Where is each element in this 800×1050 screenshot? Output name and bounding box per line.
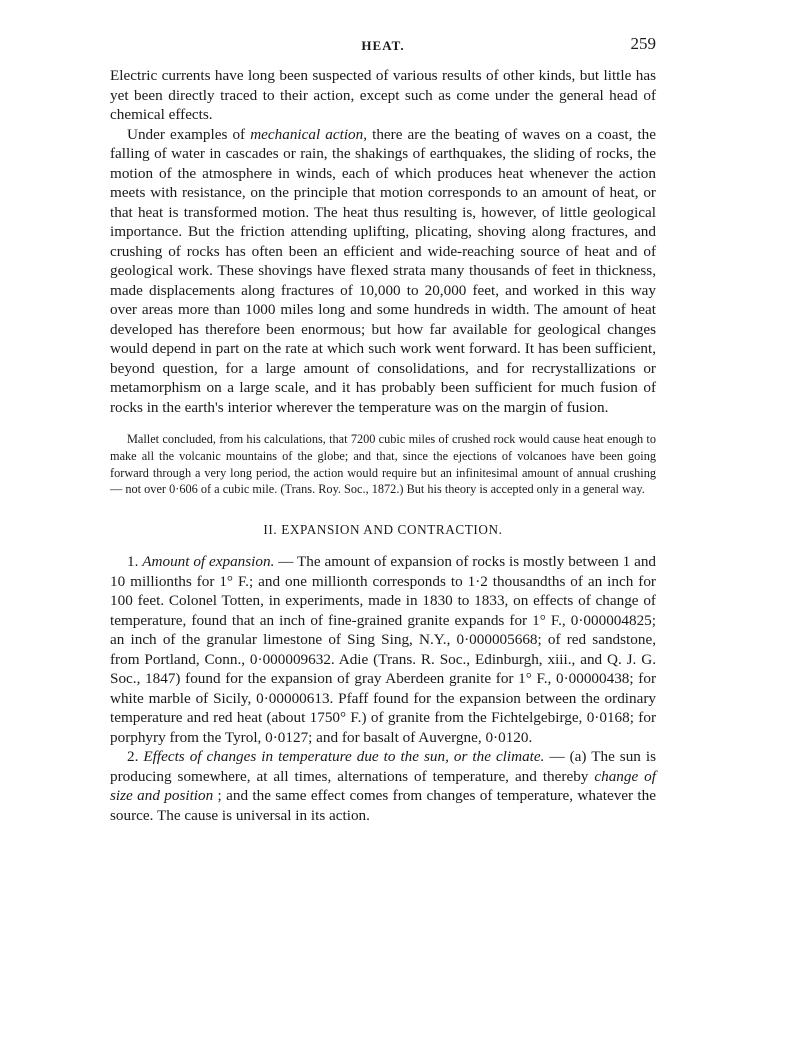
paragraph-mechanical-action [110, 125, 656, 418]
item-effects-of-temperature [110, 747, 656, 825]
small-print-note [110, 431, 656, 498]
paragraph-text: Under examples of [127, 125, 251, 143]
note-text: Mallet concluded, from his calculations, that 7200 cubic miles of crushed rock would cause heat enough to make all the volcanic mountains of the globe; and that, since the ejections of volcanoes have been going forward through a very long period, the action would require but an infinitesimal amount of annual crushing — not over 0·606 of a cubic mile. (Trans. Roy. Soc., 1872.) But his theory is accepted only in a general way. [110, 432, 656, 497]
running-head [110, 34, 656, 58]
item-amount-of-expansion [110, 552, 656, 747]
italic-term: mechanical action [250, 125, 364, 143]
paragraph-electric-currents [110, 66, 656, 125]
item-title: Effects of changes in temperature due to the sun, or the climate. [143, 748, 545, 766]
item-title: Amount of expansion. [142, 553, 275, 571]
book-page [110, 34, 656, 825]
item-text: ; and the same effect comes from changes of temperature, whatever the source. The cause is universal in its action. [110, 787, 656, 824]
item-number: 1. [127, 553, 143, 571]
item-text: — The amount of expansion of rocks is mostly between 1 and 10 millionths for 1° F.; and one millionth corresponds to 1·2 thousandths of an inch for 100 feet. Colonel Totten, in experiments, made in 1830 to 1833, on effects of change of temperature, found that an inch of fine-grained granite expands for 1° F., 0·000004825; an inch of the granular limestone of Sing Sing, N.Y., 0·000005668; of red sandstone, from Portland, Conn., 0·000009632. Adie (Trans. R. Soc., Edinburgh, xiii., and Q. J. G. Soc., 1847) found for the expansion of gray Aberdeen granite for 1° F., 0·00000438; for white marble of Sicily, 0·00000613. Pfaff found for the expansion between the ordinary temperature and red heat (about 1750° F.) of granite from the Fichtelgebirge, 0·0168; for porphyry from the Tyrol, 0·0127; and for basalt of Auvergne, 0·0120. [110, 553, 657, 746]
page-number: 259 [630, 34, 656, 53]
item-text: — (a) The sun is producing somewhere, at all times, alternations of temperature, and thereby [110, 748, 657, 785]
paragraph-text: Electric currents have long been suspected of various results of other kinds, but little has yet been directly traced to their action, except such as come under the general head of chemical effects. [110, 67, 656, 123]
paragraph-text: , there are the beating of waves on a coast, the falling of water in cascades or rain, the shakings of earthquakes, the sliding of rocks, the motion of the atmosphere in winds, each of which produces heat whenever the action meets with resistance, on the principle that motion corresponds to an amount of heat, or that heat is transformed motion. The heat thus resulting is, however, of little geological importance. But the friction attending uplifting, plicating, shoving along fractures, and crushing of rocks has often been an efficient and wide-reaching source of heat and of geological work. These shovings have flexed strata many thousands of feet in thickness, made displacements along fractures of 10,000 to 20,000 feet, and worked in this way over areas more than 1000 miles long and some hundreds in width. The amount of heat developed has therefore been enormous; but how far available for geological changes would depend in part on the rate at which such work went forward. It has been sufficient, beyond question, for a large amount of consolidations, and for recrystallizations or metamorphism on a large scale, and it has probably been sufficient for much fusion of rocks in the earth's interior wherever the temperature was on the margin of fusion. [110, 125, 656, 416]
item-number: 2. [127, 748, 144, 766]
section-heading: II. EXPANSION AND CONTRACTION. [263, 522, 503, 538]
running-title: HEAT. [361, 38, 405, 53]
italic-term: change of size and position [110, 767, 656, 805]
